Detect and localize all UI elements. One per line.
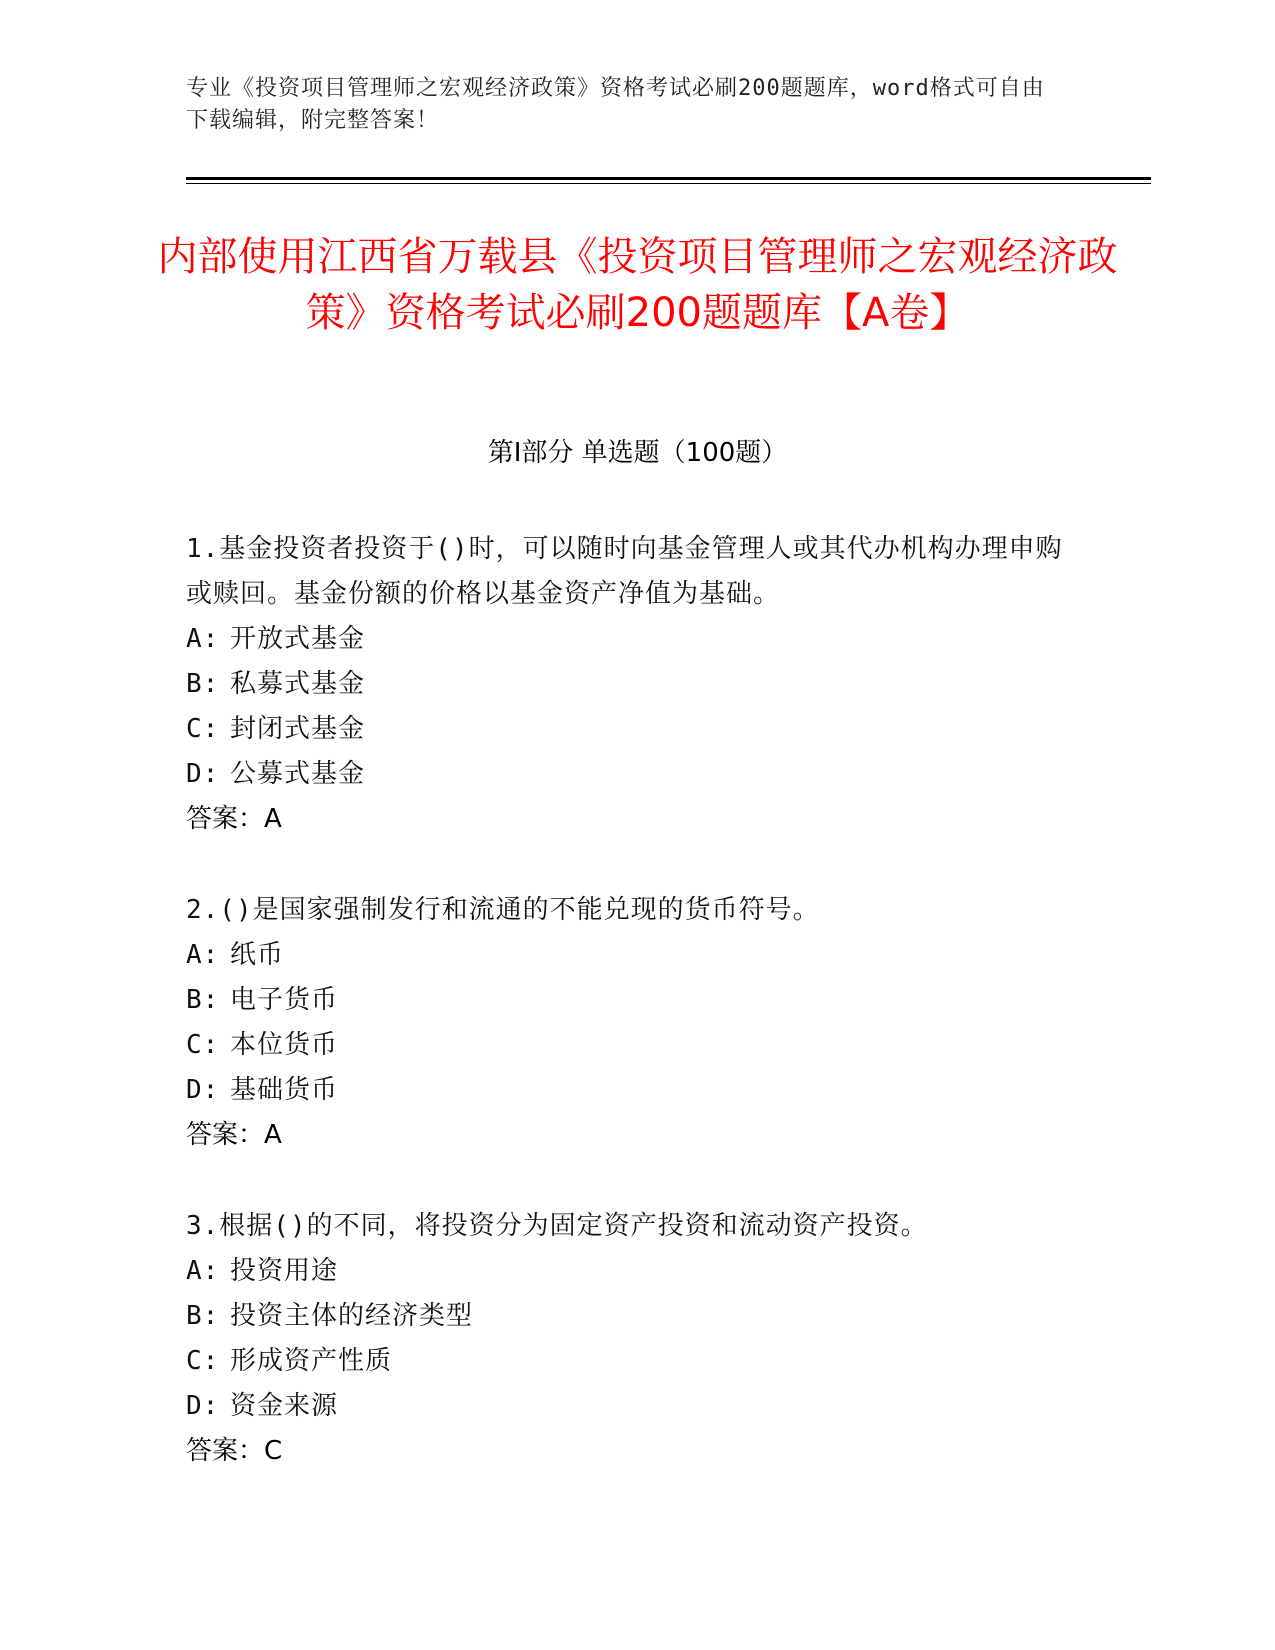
- option-text: 封闭式基金: [230, 714, 366, 744]
- option-text: 形成资产性质: [230, 1346, 393, 1376]
- option-c: [186, 1023, 1066, 1068]
- question-stem: 3.根据()的不同，将投资分为固定资产投资和流动资产投资。: [186, 1211, 928, 1241]
- answer-line: 答案：A: [186, 1120, 282, 1150]
- option-d: [186, 1068, 1066, 1113]
- option-text: 投资用途: [230, 1256, 339, 1286]
- option-a: [186, 617, 1066, 662]
- option-letter: D:: [186, 759, 220, 789]
- option-text: 资金来源: [230, 1391, 339, 1421]
- option-c: [186, 1339, 1066, 1384]
- option-text: 开放式基金: [230, 624, 366, 654]
- option-letter: D:: [186, 1075, 220, 1105]
- option-b: [186, 978, 1066, 1023]
- option-c: [186, 707, 1066, 752]
- option-text: 公募式基金: [230, 759, 366, 789]
- option-text: 纸币: [230, 940, 285, 970]
- option-letter: B:: [186, 1301, 220, 1331]
- option-text: 本位货币: [230, 1030, 339, 1060]
- option-a: [186, 933, 1066, 978]
- option-letter: B:: [186, 985, 220, 1015]
- header-divider-thin: [186, 183, 1151, 184]
- question-stem: 2.()是国家强制发行和流通的不能兑现的货币符号。: [186, 895, 820, 925]
- answer-line: 答案：A: [186, 804, 282, 834]
- option-letter: C:: [186, 1030, 220, 1060]
- option-letter: B:: [186, 669, 220, 699]
- option-text: 电子货币: [230, 985, 339, 1015]
- question-item: [186, 888, 1066, 1158]
- option-letter: A:: [186, 1256, 220, 1286]
- option-letter: D:: [186, 1391, 220, 1421]
- option-b: [186, 662, 1066, 707]
- option-d: [186, 752, 1066, 797]
- option-d: [186, 1384, 1066, 1429]
- document-title: 内部使用江西省万载县《投资项目管理师之宏观经济政策》资格考试必刷200题题库【A卷】: [157, 234, 1118, 336]
- option-letter: C:: [186, 714, 220, 744]
- intro-text: 专业《投资项目管理师之宏观经济政策》资格考试必刷200题题库，word格式可自由下载编辑，附完整答案！: [186, 76, 1045, 133]
- answer-line: 答案：C: [186, 1436, 283, 1466]
- question-stem: 1.基金投资者投资于()时，可以随时向基金管理人或其代办机构办理申购或赎回。基金份额的价格以基金资产净值为基础。: [186, 534, 1063, 609]
- option-text: 基础货币: [230, 1075, 339, 1105]
- option-text: 私募式基金: [230, 669, 366, 699]
- option-letter: A:: [186, 624, 220, 654]
- question-item: [186, 1204, 1066, 1474]
- option-letter: A:: [186, 940, 220, 970]
- section-title: 第Ⅰ部分 单选题（100题）: [487, 438, 788, 468]
- question-list: [186, 527, 1066, 1520]
- option-a: [186, 1249, 1066, 1294]
- option-b: [186, 1294, 1066, 1339]
- question-item: [186, 527, 1066, 842]
- option-letter: C:: [186, 1346, 220, 1376]
- header-divider-thick: [186, 177, 1151, 180]
- option-text: 投资主体的经济类型: [230, 1301, 474, 1331]
